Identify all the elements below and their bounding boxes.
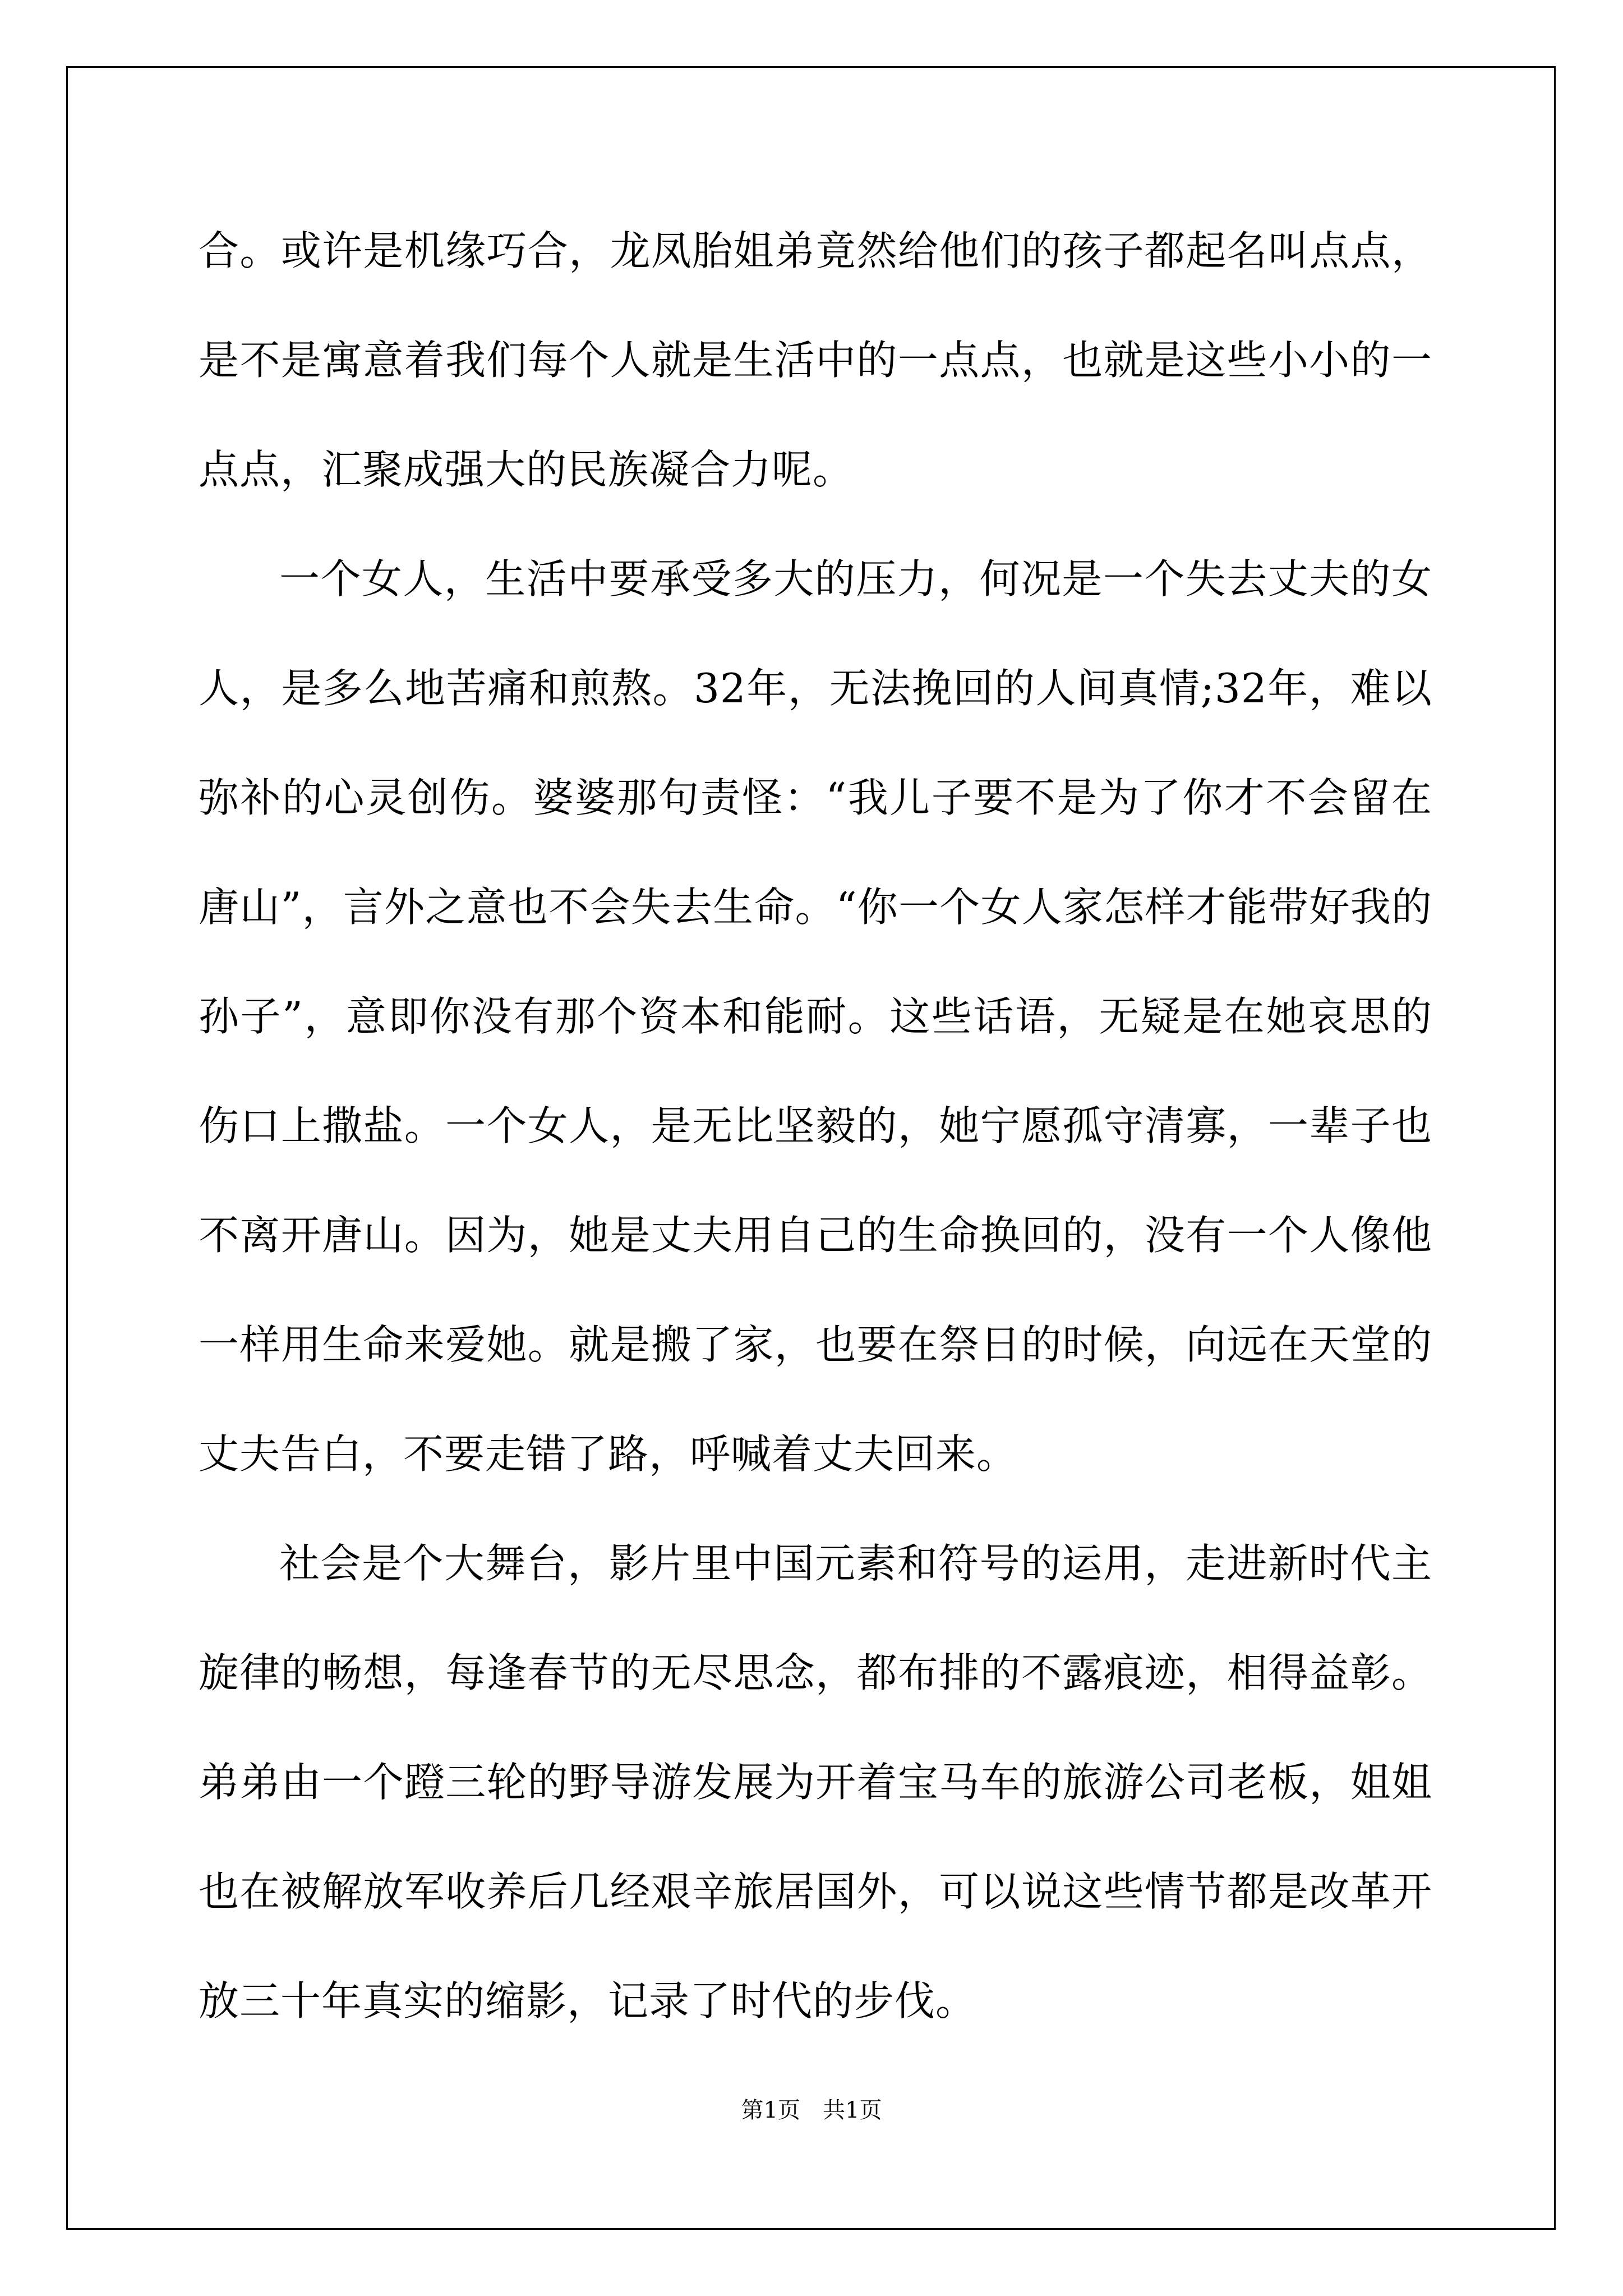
paragraph: 一个女人，生活中要承受多大的压力，何况是一个失去丈夫的女人，是多么地苦痛和煎熬。32年，无法挽回的人间真情;32年，难以弥补的心灵创伤。婆婆那句责怪：“我儿子要不是为了你才不会留在唐山”，言外之意也不会失去生命。“你一个女人家怎样才能带好我的孙子”，意即你没有那个资本和能耐。这些话语，无疑是在她哀思的伤口上撒盐。一个女人，是无比坚毅的，她宁愿孤守清寡，一辈子也不离开唐山。因为，她是丈夫用自己的生命换回的，没有一个人像他一样用生命来爱她。就是搬了家，也要在祭日的时候，向远在天堂的丈夫告白，不要走错了路，呼喊着丈夫回来。 (199, 555, 1432, 1478)
page-total: 共1页 (823, 2097, 882, 2123)
paragraph: 合。或许是机缘巧合，龙凤胎姐弟竟然给他们的孩子都起名叫点点，是不是寓意着我们每个人就是生活中的一点点，也就是这些小小的一点点，汇聚成强大的民族凝合力呢。 (199, 227, 1432, 493)
page-footer (0, 2092, 1623, 2124)
page-number: 第1页 (741, 2097, 800, 2123)
document-body (199, 196, 1432, 2056)
paragraph: 社会是个大舞台，影片里中国元素和符号的运用，走进新时代主旋律的畅想，每逢春节的无尽思念，都布排的不露痕迹，相得益彰。弟弟由一个蹬三轮的野导游发展为开着宝马车的旅游公司老板，姐姐也在被解放军收养后几经艰辛旅居国外，可以说这些情节都是改革开放三十年真实的缩影，记录了时代的步伐。 (199, 1540, 1432, 2024)
